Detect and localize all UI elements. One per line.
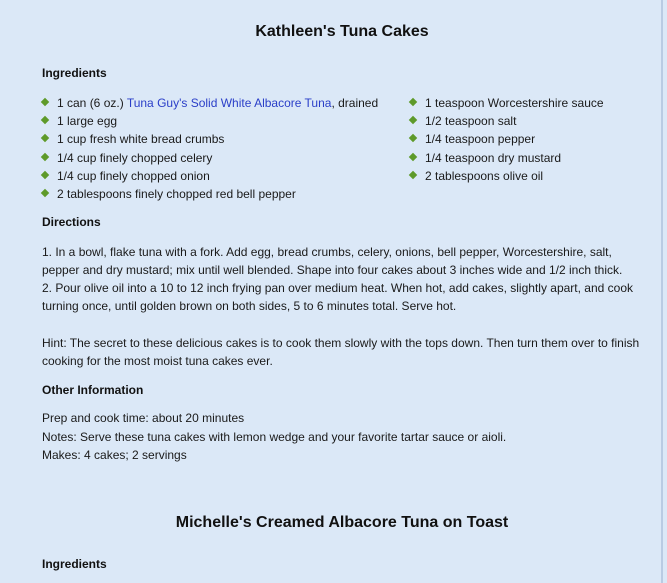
ingredient-item xyxy=(42,167,410,185)
recipe-title-2: Michelle's Creamed Albacore Tuna on Toast xyxy=(175,514,509,531)
diamond-bullet-icon xyxy=(41,98,49,106)
directions-step-2: 2. Pour olive oil into a 10 to 12 inch frying pan over medium heat. When hot, add cakes, slightly apart, and cook turning once, until golden brown on both sides, 5 to 6 minutes total. Serve hot. xyxy=(42,281,634,313)
recipe-title: Kathleen's Tuna Cakes xyxy=(255,23,429,40)
ingredient-text: 1 can (6 oz.) xyxy=(57,96,127,110)
ingredient-item xyxy=(42,130,410,148)
directions-step-1: 1. In a bowl, flake tuna with a fork. Add egg, bread crumbs, celery, onions, bell pepper, Worcestershire, salt, pepper and dry mustard; mix until well blended. Shape into four cakes about 3 inches wide and 1/2 inch thick. xyxy=(42,245,623,277)
ingredients-heading: Ingredients xyxy=(42,66,107,80)
diamond-bullet-icon xyxy=(41,116,49,124)
ingredient-text: 2 tablespoons finely chopped red bell pepper xyxy=(57,187,296,202)
diamond-bullet-icon xyxy=(409,152,417,160)
ingredient-text: 1/4 teaspoon dry mustard xyxy=(425,150,562,165)
ingredients-list xyxy=(42,94,642,203)
ingredient-item xyxy=(42,112,410,130)
ingredient-item xyxy=(410,130,604,148)
diamond-bullet-icon xyxy=(409,98,417,106)
ingredient-text: 1 teaspoon Worcestershire sauce xyxy=(425,96,604,110)
ingredient-text: 1/4 teaspoon pepper xyxy=(425,132,536,147)
ingredients-heading-2: Ingredients xyxy=(42,557,107,571)
diamond-bullet-icon xyxy=(41,171,49,179)
diamond-bullet-icon xyxy=(409,171,417,179)
ingredient-text: 2 tablespoons olive oil xyxy=(425,168,544,183)
directions-heading: Directions xyxy=(42,215,101,229)
diamond-bullet-icon xyxy=(409,134,417,142)
ingredient-text: 1 cup fresh white bread crumbs xyxy=(57,132,225,147)
ingredient-text: 1 large egg xyxy=(57,114,118,129)
other-information-heading: Other Information xyxy=(42,383,144,397)
ingredient-item xyxy=(410,167,604,185)
tuna-product-link[interactable]: Tuna Guy's Solid White Albacore Tuna xyxy=(126,96,332,110)
other-information xyxy=(42,409,506,465)
ingredient-item xyxy=(42,149,410,167)
ingredient-text: 1/4 cup finely chopped onion xyxy=(57,168,210,183)
hint-text: Hint: The secret to these delicious cakes is to cook them slowly with the tops down. Then turn them over to finish cooking for the most moist tuna cakes ever. xyxy=(42,336,640,368)
diamond-bullet-icon xyxy=(41,134,49,142)
ingredient-text: 1/4 cup finely chopped celery xyxy=(57,150,213,165)
ingredient-text: , drained xyxy=(331,96,379,110)
ingredient-item xyxy=(410,94,604,112)
ingredient-item xyxy=(42,185,410,203)
diamond-bullet-icon xyxy=(41,152,49,160)
ingredient-text: 1/2 teaspoon salt xyxy=(425,114,517,129)
makes: Makes: 4 cakes; 2 servings xyxy=(42,448,187,462)
ingredients-column-2 xyxy=(410,94,604,203)
ingredients-column-1 xyxy=(42,94,410,203)
ingredient-item xyxy=(410,149,604,167)
diamond-bullet-icon xyxy=(41,189,49,197)
ingredient-item xyxy=(42,94,410,112)
diamond-bullet-icon xyxy=(409,116,417,124)
notes: Notes: Serve these tuna cakes with lemon wedge and your favorite tartar sauce or aioli. xyxy=(42,429,507,444)
ingredient-item xyxy=(410,112,604,130)
prep-time: Prep and cook time: about 20 minutes xyxy=(42,411,245,425)
